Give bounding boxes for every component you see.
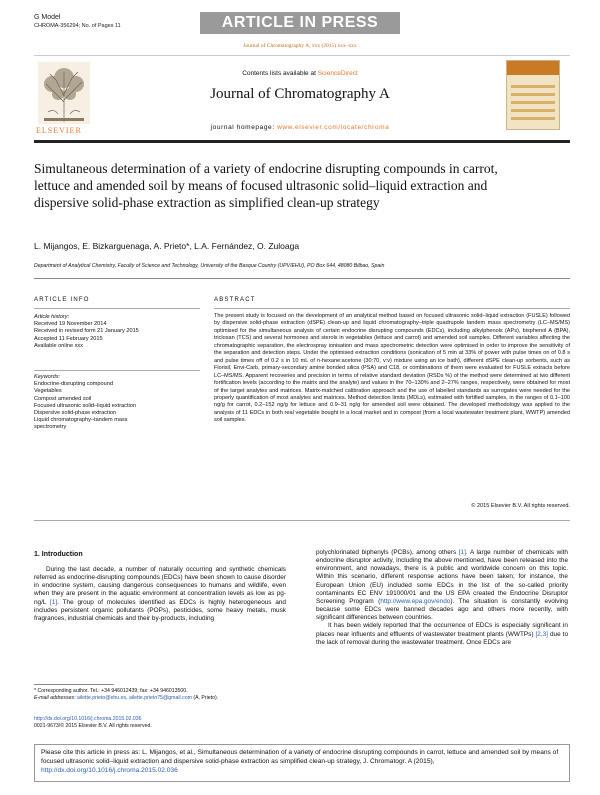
doi-link[interactable]: http://dx.doi.org/10.1016/j.chroma.2015.02.036	[34, 716, 142, 722]
email-label: E-mail addresses:	[34, 695, 77, 702]
intro-right-column	[316, 549, 568, 647]
divider	[214, 308, 570, 309]
please-cite-box	[34, 744, 570, 782]
cover-banner	[507, 61, 559, 75]
reference-link[interactable]: [1]	[50, 598, 58, 606]
history-item: Available online xxx	[34, 342, 84, 349]
intro-text: polychlorinated biphenyls (PCBs), among others	[316, 549, 459, 556]
cover-stripe	[511, 85, 555, 88]
keyword-item: spectrometry	[34, 424, 67, 431]
intro-text: . The group of molecules identified as EDCs is highly heterogeneous and includes persistent organic pollutants (POPs), pesticides, some heavy metals, musk fragrances, industrial chemicals and their by-products, including	[34, 598, 286, 622]
elsevier-wordmark: ELSEVIER	[36, 126, 82, 135]
email-tail: (A. Prieto).	[191, 695, 219, 702]
history-item: Accepted 11 February 2015	[34, 335, 103, 342]
email-separator: ,	[126, 695, 129, 702]
reference-link[interactable]: [1]	[458, 549, 466, 556]
intro-text: ). The situation is constantly evolving because some EDCs were banned decades ago and others more recently, with significant differences between countries.	[316, 597, 568, 622]
epa-link[interactable]: http://www.epa.gov/endo	[380, 597, 451, 605]
copyright-notice: © 2015 Elsevier B.V. All rights reserved.	[471, 503, 570, 509]
keywords	[34, 374, 204, 432]
homepage-link[interactable]: www.elsevier.com/locate/chroma	[277, 124, 390, 131]
intro-paragraph	[316, 549, 568, 622]
cite-text: Please cite this article in press as: L. Mijangos, et al., Simultaneous determination of a variety of endocrine disrupting compounds in carrot, lettuce and amended soil by means of focused ultrasonic solid–liquid extraction and dispersive solid-phase extraction as simplified clean-up strategy, J. Chromatogr. A (2015),	[41, 749, 559, 766]
intro-paragraph	[316, 622, 568, 646]
journal-title: Journal of Chromatography A	[210, 86, 390, 102]
abstract-body: The present study is focused on the development of an analytical method based on focused ultrasonic solid–liquid extraction (FUSLE) followed by dispersive solid-phase extraction (dSPE) clean-up and liquid chromatography–triple quadrupole tandem mass spectrometry (LC–MS/MS) optimised for the simultaneous analysis of certain endocrine disrupting compounds (EDCs), including alkylphenols (APs), bisphenol A (BPA), triclosan (TCS) and several hormones and sterols in vegetables (lettuce and carrot) and amended soil samples. Different variables affecting the chromatographic separation, the electrospray ionisation and mass spectrometric detection were optimised in order to improve the sensitivity of the separation and detection steps. Under the optimised extraction conditions (sonication of 5 min at 33% of power with pulse times on of 0.8 s and pulse times off of 0.2 s in 10 mL of n-hexane:acetone (30:70, v:v) mixture using an ice bath), different dSPE clean-up sorbents, such as Florisil, Envi-Carb, primary-secondary amine bonded silica (PSA) and C18, or combinations of them were evaluated for FUSLE extracts before LC–MS/MS. Apparent recoveries and precision in terms of relative standard deviation (RSDs %) of the method were determined at two different fortification levels (according to the matrix and the analyte) and values in the 70–130% and 2–27% ranges, respectively, were obtained for most of the target analytes and matrices. Matrix-matched calibration approach and the use of labelled standards as surrogates were needed for the properly quantification of most analytes and matrices. Method detection limits (MDLs), estimated with fortified samples, in the ranges of 0.1–100 ng/g for carrot, 0.2–152 ng/g for lettuce and 0.9–31 ng/g for amended soil were obtained. The developed methodology was applied to the analysis of 11 EDCs in both real vegetable bought in a local market and in compost (from a local wastewater treatment plant, WWTP) amended soil samples.	[214, 313, 570, 424]
history-item: Received in revised form 21 January 2015	[34, 328, 139, 335]
cover-stripe	[511, 101, 555, 104]
keyword-item: Liquid chromatography–tandem mass	[34, 417, 128, 424]
contents-prefix: Contents lists available at	[242, 70, 318, 77]
author-list: L. Mijangos, E. Bizkarguenaga, A. Prieto*, L.A. Fernández, O. Zuloaga	[34, 241, 300, 251]
homepage-label: journal homepage:	[210, 124, 278, 131]
footnotes	[34, 688, 294, 702]
intro-text: due to the lack of removal during the wastewater treatment. Once EDCs are	[316, 630, 568, 646]
introduction-heading: 1. Introduction	[34, 551, 83, 558]
intro-text: . A large number of chemicals with endocrine disruptor activity, including the above mentioned, have been released into the environment, and nowadays, there is a public and worldwide concern on this topic. Within this scenario, different response actions have been taken; for instance, the European Union (EU) included some EDCs in the list of the so-called priority contaminants EC ENV 191000/01 and the US EPA created the Endocrine Disruptor Screening Program (	[316, 549, 568, 605]
paper-title: Simultaneous determination of a variety of endocrine disrupting compounds in carrot, lettuce and amended soil by means of focused ultrasonic solid–liquid extraction and dispersive solid-phase extraction as simplified clean-up strategy	[34, 161, 498, 210]
keyword-item: Compost amended soil	[34, 395, 92, 402]
intro-text: It has been widely reported that the occurrence of EDCs is especially significant in places near influents and effluents of wastewater treatment plants (WWTPs)	[316, 622, 568, 638]
corresponding-author-note: * Corresponding author. Tel.: +34 946012439; fax: +34 946013500.	[34, 688, 188, 694]
cover-stripe	[511, 109, 555, 112]
keywords-label: Keywords:	[34, 374, 61, 380]
abstract-heading: ABSTRACT	[214, 297, 256, 303]
header-rule	[34, 140, 570, 143]
article-info-heading: ARTICLE INFO	[34, 297, 90, 303]
footnote-rule	[34, 684, 114, 685]
cover-stripe	[511, 93, 555, 96]
sciencedirect-link[interactable]: ScienceDirect	[317, 70, 358, 77]
email-link[interactable]: ailette.prieto@ehu.es	[76, 695, 127, 702]
intro-text: During the last decade, a number of naturally occurring and synthetic chemicals referred as endocrine-disrupting compounds (EDCs) have been shown to cause disorder in endocrine system, causing dangerous consequences to humans and wildlife, even when they are present in the aquatic environment at concentration levels as low as pg-ng/L	[34, 566, 286, 606]
article-history	[34, 314, 204, 350]
keyword-item: Endocrine-disrupting compound	[34, 381, 113, 388]
cover-stripe	[511, 117, 555, 120]
divider	[34, 308, 200, 309]
intro-left-column	[34, 566, 286, 623]
g-model-label: G Model	[34, 14, 61, 21]
keyword-item: Vegetables	[34, 388, 62, 395]
divider	[34, 520, 570, 521]
keyword-item: Focused ultrasonic solid–liquid extraction	[34, 402, 136, 409]
journal-citation-line[interactable]: Journal of Chromatography A, xxx (2015) xxx–xxx	[243, 43, 357, 49]
affiliation: Department of Analytical Chemistry, Faculty of Science and Technology, University of the Basque Country (UPV/EHU), PO Box 644, 48080 Bilbao, Spain	[34, 263, 385, 269]
doi-block	[34, 716, 294, 730]
reference-link[interactable]: [2,3]	[535, 630, 548, 638]
divider	[34, 370, 200, 371]
email-link[interactable]: ailette.prieto75@gmail.com	[128, 695, 192, 702]
cite-doi-link[interactable]: http://dx.doi.org/10.1016/j.chroma.2015.02.036	[41, 767, 178, 775]
email-line	[34, 695, 294, 702]
article-in-press-banner: ARTICLE IN PRESS	[200, 12, 400, 34]
history-label: Article history:	[34, 314, 70, 320]
manuscript-reference: CHROMA-356294; No. of Pages 11	[34, 23, 121, 29]
journal-cover-thumbnail[interactable]	[506, 60, 560, 130]
issn-line: 0021-9673/© 2015 Elsevier B.V. All rights reserved.	[34, 723, 152, 730]
keyword-item: Dispersive solid-phase extraction	[34, 410, 117, 417]
divider	[34, 278, 570, 279]
history-item: Received 19 November 2014	[34, 321, 107, 328]
